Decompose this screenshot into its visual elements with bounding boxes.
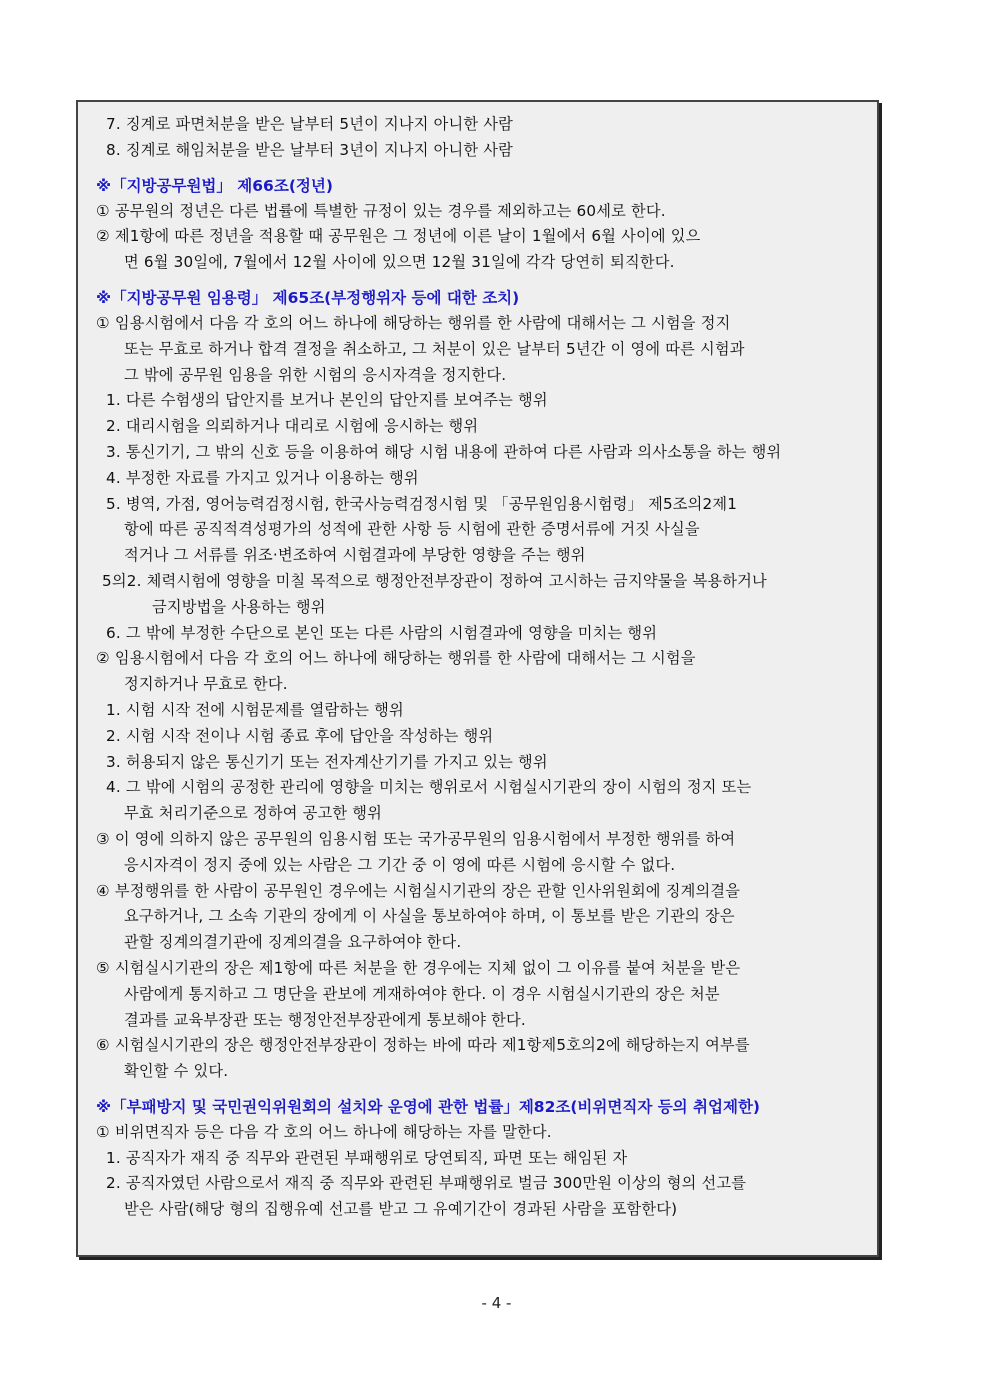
- text-line: 3. 허용되지 않은 통신기기 또는 전자계산기기를 가지고 있는 행위: [106, 752, 548, 771]
- text-line: ② 임용시험에서 다음 각 호의 어느 하나에 해당하는 행위를 한 사람에 대해서는 그 시험을: [96, 649, 696, 668]
- text-line: 무효 처리기준으로 정하여 공고한 행위: [124, 804, 383, 823]
- text-line: ⑥ 시험실시기관의 장은 행정안전부장관이 정하는 바에 따라 제1항제5호의2에 해당하는지 여부를: [96, 1036, 750, 1055]
- text-line: 결과를 교육부장관 또는 행정안전부장관에게 통보해야 한다.: [124, 1010, 526, 1029]
- text-line: 확인할 수 있다.: [124, 1062, 229, 1081]
- text-line: 응시자격이 정지 중에 있는 사람은 그 기간 중 이 영에 따른 시험에 응시할 수 없다.: [124, 855, 676, 874]
- text-line: 1. 다른 수험생의 답안지를 보거나 본인의 답안지를 보여주는 행위: [106, 391, 548, 410]
- text-line: 요구하거나, 그 소속 기관의 장에게 이 사실을 통보하여야 하며, 이 통보를 받은 기관의 장은: [124, 907, 735, 926]
- text-line: 1. 시험 시작 전에 시험문제를 열람하는 행위: [106, 700, 404, 719]
- text-line: 정지하거나 무효로 한다.: [124, 675, 288, 694]
- section-heading: ※「지방공무원법」 제66조(정년): [96, 176, 333, 195]
- text-line: ① 공무원의 정년은 다른 법률에 특별한 규정이 있는 경우를 제외하고는 60세로 한다.: [96, 201, 666, 220]
- text-line: 2. 공직자였던 사람으로서 재직 중 직무와 관련된 부패행위로 벌금 300만원 이상의 형의 선고를: [106, 1174, 747, 1193]
- text-line: 3. 통신기기, 그 밖의 신호 등을 이용하여 해당 시험 내용에 관하여 다른 사람과 의사소통을 하는 행위: [106, 442, 782, 461]
- section-heading: ※「부패방지 및 국민권익위원회의 설치와 운영에 관한 법률」제82조(비위면직자 등의 취업제한): [96, 1097, 761, 1116]
- content-box: [76, 100, 879, 1257]
- text-line: 또는 무효로 하거나 합격 결정을 취소하고, 그 처분이 있은 날부터 5년간 이 영에 따른 시험과: [124, 339, 745, 358]
- text-line: ④ 부정행위를 한 사람이 공무원인 경우에는 시험실시기관의 장은 관할 인사위원회에 징계의결을: [96, 881, 741, 900]
- text-line: 항에 따른 공직적격성평가의 성적에 관한 사항 등 시험에 관한 증명서류에 거짓 사실을: [124, 520, 700, 539]
- text-line: ① 임용시험에서 다음 각 호의 어느 하나에 해당하는 행위를 한 사람에 대해서는 그 시험을 정지: [96, 313, 731, 332]
- text-line: 적거나 그 서류를 위조·변조하여 시험결과에 부당한 영향을 주는 행위: [124, 546, 586, 565]
- text-line: ② 제1항에 따른 정년을 적용할 때 공무원은 그 정년에 이른 날이 1월에서 6월 사이에 있으: [96, 227, 701, 246]
- page-number: - 4 -: [481, 1294, 512, 1312]
- text-line: 1. 공직자가 재직 중 직무와 관련된 부패행위로 당연퇴직, 파면 또는 해임된 자: [106, 1148, 628, 1167]
- text-line: 4. 부정한 자료를 가지고 있거나 이용하는 행위: [106, 468, 419, 487]
- text-line: 관할 징계의결기관에 징계의결을 요구하여야 한다.: [124, 933, 462, 952]
- text-line: 4. 그 밖에 시험의 공정한 관리에 영향을 미치는 행위로서 시험실시기관의 장이 시험의 정지 또는: [106, 778, 752, 797]
- text-line: 사람에게 통지하고 그 명단을 관보에 게재하여야 한다. 이 경우 시험실시기관의 장은 처분: [124, 984, 720, 1003]
- text-line: 8. 징계로 해임처분을 받은 날부터 3년이 지나지 아니한 사람: [106, 140, 514, 159]
- text-line: ③ 이 영에 의하지 않은 공무원의 임용시험 또는 국가공무원의 임용시험에서 부정한 행위를 하여: [96, 829, 736, 848]
- text-line: 5의2. 체력시험에 영향을 미칠 목적으로 행정안전부장관이 정하여 고시하는 금지약물을 복용하거나: [102, 571, 767, 590]
- text-line: 5. 병역, 가점, 영어능력검정시험, 한국사능력검정시험 및 「공무원임용시험령」 제5조의2제1: [106, 494, 738, 513]
- text-line: 면 6월 30일에, 7월에서 12월 사이에 있으면 12월 31일에 각각 당연히 퇴직한다.: [124, 253, 675, 272]
- text-line: 6. 그 밖에 부정한 수단으로 본인 또는 다른 사람의 시험결과에 영향을 미치는 행위: [106, 623, 658, 642]
- text-line: 7. 징계로 파면처분을 받은 날부터 5년이 지나지 아니한 사람: [106, 115, 514, 133]
- text-line: ① 비위면직자 등은 다음 각 호의 어느 하나에 해당하는 자를 말한다.: [96, 1122, 552, 1141]
- text-line: 그 밖에 공무원 임용을 위한 시험의 응시자격을 정지한다.: [124, 365, 507, 384]
- text-line: 2. 대리시험을 의뢰하거나 대리로 시험에 응시하는 행위: [106, 417, 479, 436]
- text-line: 금지방법을 사용하는 행위: [152, 597, 326, 616]
- content-body: [96, 112, 866, 1223]
- text-line: 받은 사람(해당 형의 집행유예 선고를 받고 그 유예기간이 경과된 사람을 포함한다): [124, 1200, 678, 1219]
- section-heading: ※「지방공무원 임용령」 제65조(부정행위자 등에 대한 조치): [96, 288, 520, 307]
- text-line: ⑤ 시험실시기관의 장은 제1항에 따른 처분을 한 경우에는 지체 없이 그 이유를 붙여 처분을 받은: [96, 958, 741, 977]
- text-line: 2. 시험 시작 전이나 시험 종료 후에 답안을 작성하는 행위: [106, 726, 494, 745]
